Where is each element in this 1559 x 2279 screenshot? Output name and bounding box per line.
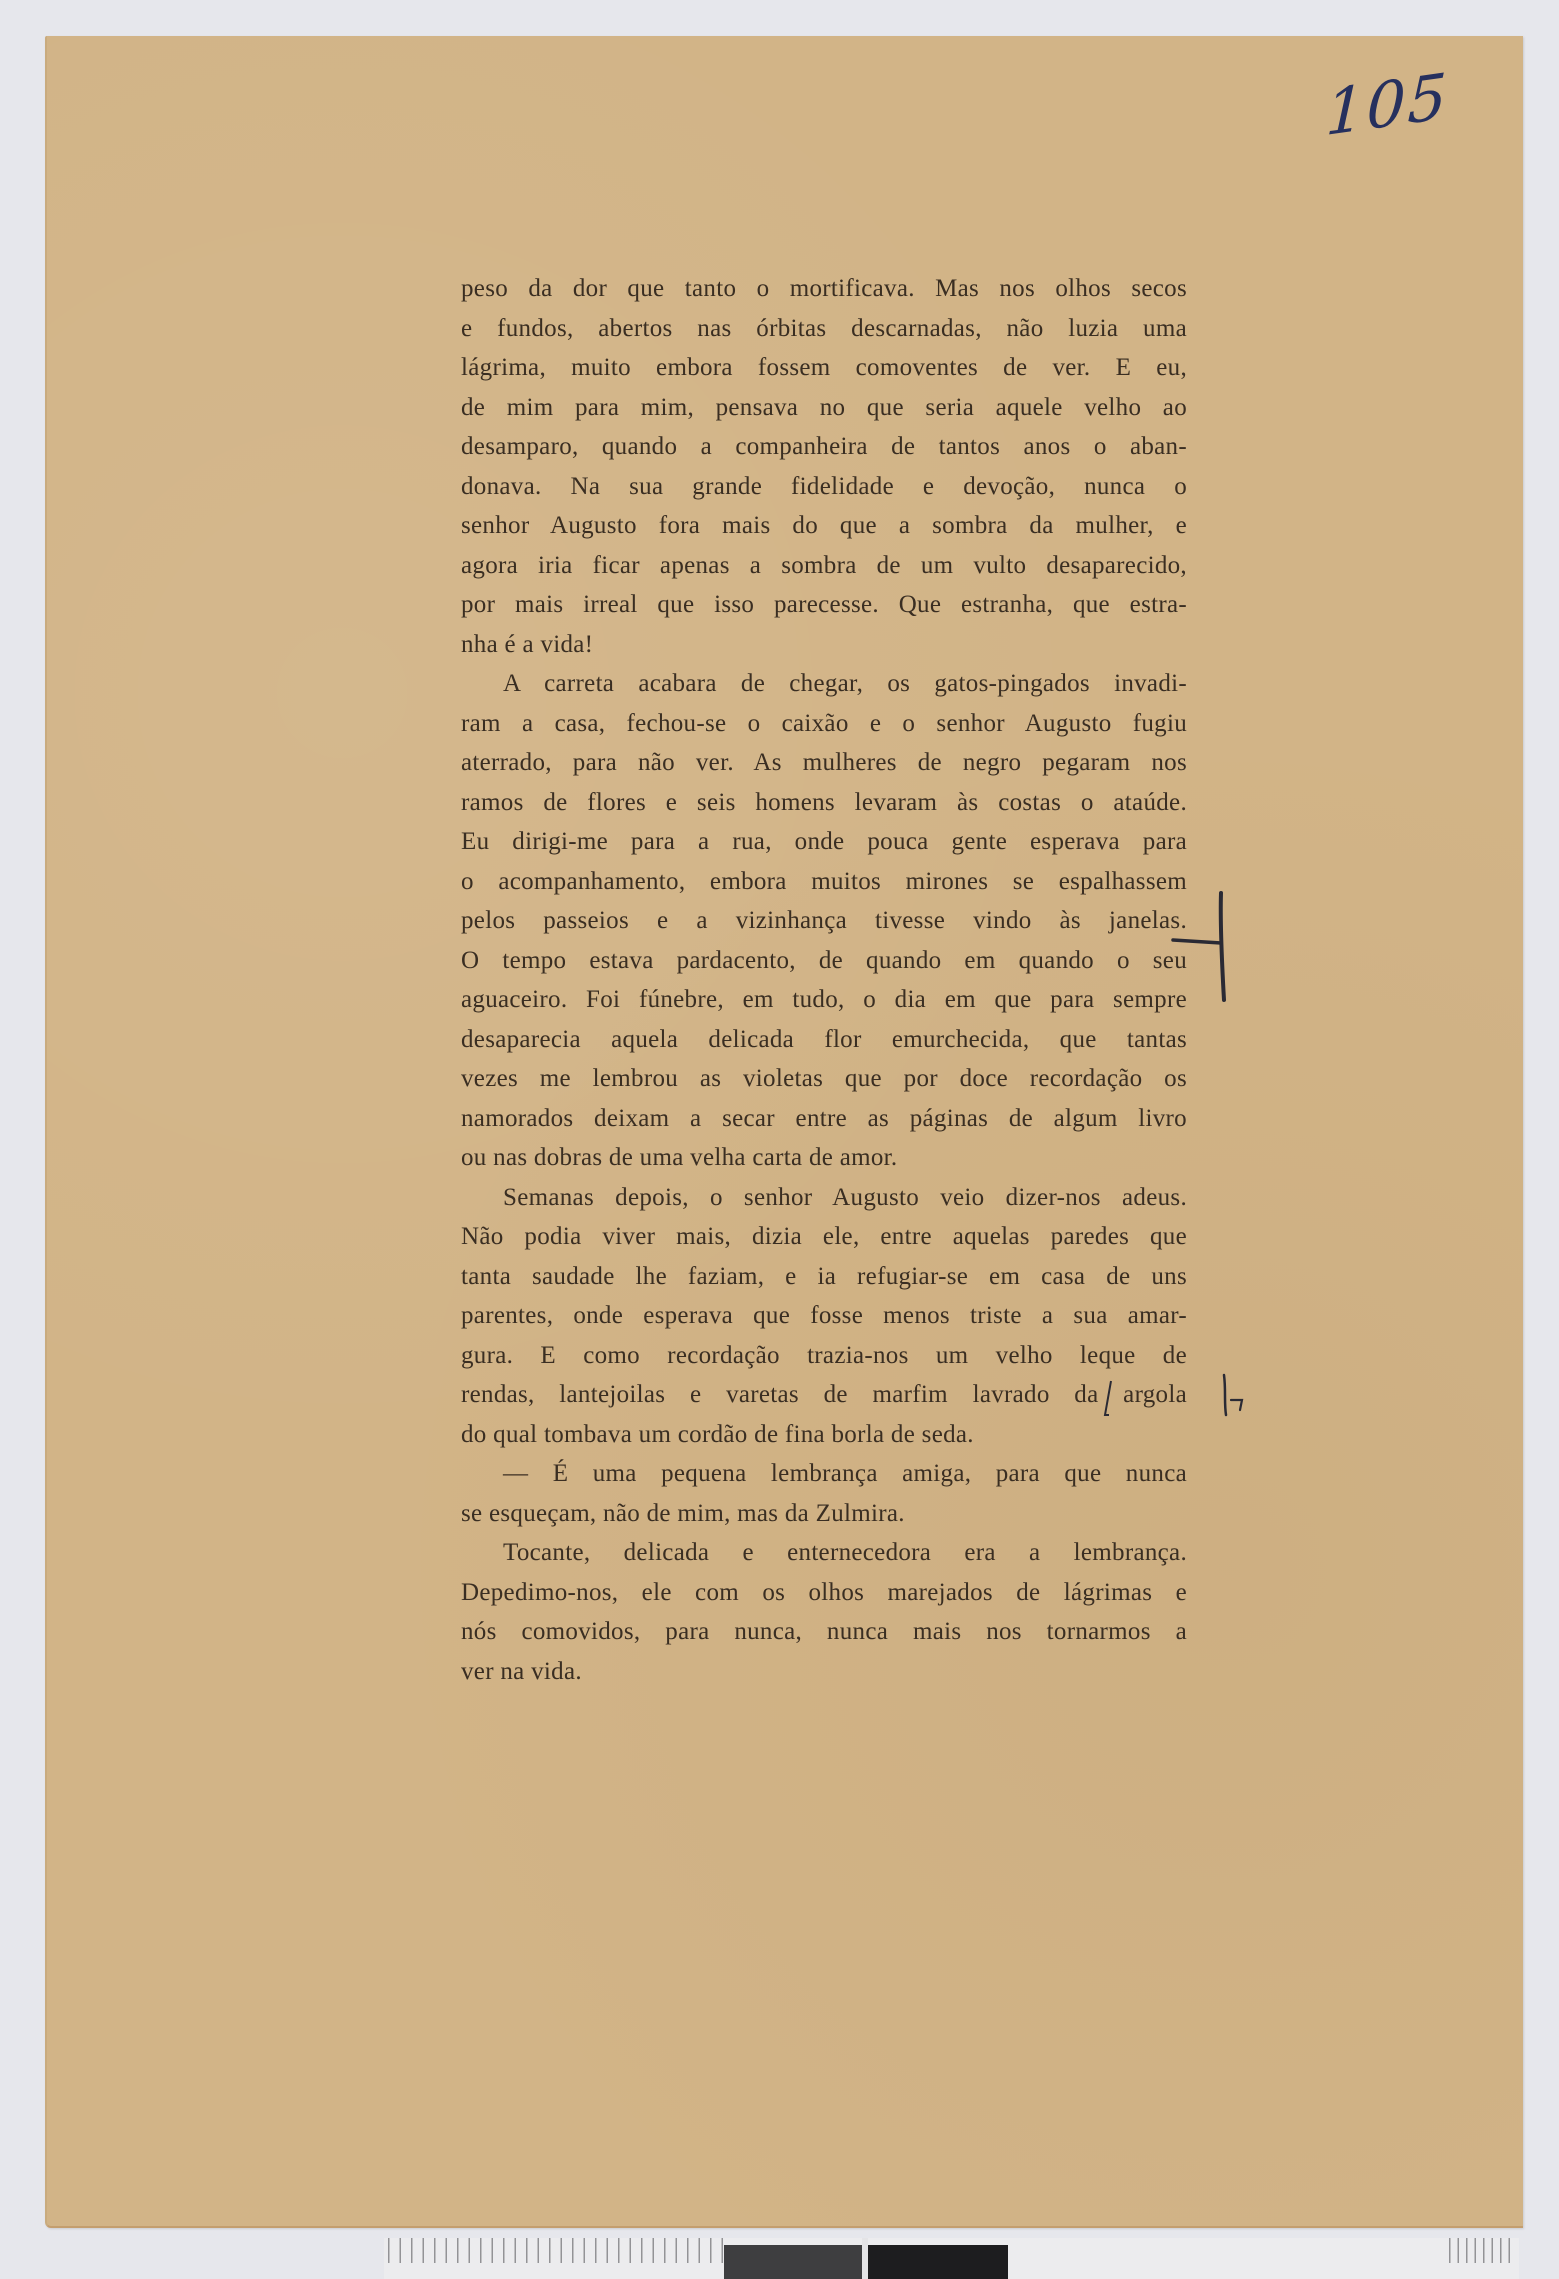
text-line: A carreta acabara de chegar, os gatos-pingados invadi- bbox=[503, 670, 1187, 697]
text-line: senhor Augusto fora mais do que a sombra da mulher, e bbox=[461, 512, 1187, 539]
margin-bracket-mark-icon bbox=[1163, 885, 1263, 1005]
text-line: de mim para mim, pensava no que seria aquele velho ao bbox=[461, 393, 1187, 421]
color-swatch-black bbox=[868, 2245, 1008, 2279]
text-line: ver na vida. bbox=[461, 1657, 582, 1685]
text-line: lágrima, muito embora fossem comoventes de ver. E eu, bbox=[461, 354, 1187, 381]
text-line: agora iria ficar apenas a sombra de um vulto desaparecido, bbox=[461, 551, 1187, 579]
text-line: nós comovidos, para nunca, nunca mais nos tornarmos a bbox=[461, 1618, 1187, 1645]
text-line: Eu dirigi-me para a rua, onde pouca gente esperava para bbox=[461, 828, 1187, 855]
text-line: nha é a vida! bbox=[461, 630, 594, 658]
text-line: Depedimo-nos, ele com os olhos marejados de lágrimas e bbox=[461, 1578, 1187, 1606]
text-line: desaparecia aquela delicada flor emurchecida, que tantas bbox=[461, 1025, 1187, 1053]
text-line: o acompanhamento, embora muitos mirones se espalhassem bbox=[461, 867, 1187, 895]
color-swatch-gray bbox=[724, 2245, 862, 2279]
text-line: parentes, onde esperava que fosse menos triste a sua amar- bbox=[461, 1302, 1187, 1329]
ruler-ticks-left bbox=[388, 2238, 723, 2263]
text-line: aguaceiro. Foi fúnebre, em tudo, o dia em que para sempre bbox=[461, 986, 1187, 1013]
scale-ruler bbox=[384, 2238, 1519, 2279]
text-line: por mais irreal que isso parecesse. Que estranha, que estra- bbox=[461, 591, 1187, 618]
text-line: se esqueçam, não de mim, mas da Zulmira. bbox=[461, 1499, 905, 1527]
margin-slash-mark-icon bbox=[1218, 1370, 1248, 1420]
text-line: gura. E como recordação trazia-nos um velho leque de bbox=[461, 1341, 1187, 1369]
text-line: ou nas dobras de uma velha carta de amor. bbox=[461, 1144, 898, 1171]
ruler-ticks-right bbox=[1449, 2238, 1515, 2263]
text-line: rendas, lantejoilas e varetas de marfim lavrado da argola bbox=[461, 1381, 1187, 1408]
text-line: donava. Na sua grande fidelidade e devoção, nunca o bbox=[461, 472, 1187, 500]
text-line: O tempo estava pardacento, de quando em quando o seu bbox=[461, 946, 1187, 974]
text-line: — É uma pequena lembrança amiga, para que nunca bbox=[503, 1460, 1187, 1487]
text-line: Semanas depois, o senhor Augusto veio dizer-nos adeus. bbox=[503, 1183, 1187, 1211]
text-line: Tocante, delicada e enternecedora era a lembrança. bbox=[503, 1539, 1187, 1566]
text-line: e fundos, abertos nas órbitas descarnadas, não luzia uma bbox=[461, 314, 1187, 342]
text-line: Não podia viver mais, dizia ele, entre aquelas paredes que bbox=[461, 1223, 1187, 1250]
body-text bbox=[461, 269, 1187, 1691]
text-line: desamparo, quando a companheira de tantos anos o aban- bbox=[461, 433, 1187, 460]
text-line: pelos passeios e a vizinhança tivesse vindo às janelas. bbox=[461, 907, 1187, 934]
text-line: aterrado, para não ver. As mulheres de negro pegaram nos bbox=[461, 749, 1187, 776]
text-line: do qual tombava um cordão de fina borla de seda. bbox=[461, 1420, 974, 1448]
text-line: ramos de flores e seis homens levaram às costas o ataúde. bbox=[461, 788, 1187, 816]
text-line: vezes me lembrou as violetas que por doce recordação os bbox=[461, 1065, 1187, 1092]
text-line: ram a casa, fechou-se o caixão e o senhor Augusto fugiu bbox=[461, 709, 1187, 737]
inline-insert-mark-icon bbox=[1100, 1379, 1114, 1419]
handwritten-page-number: 105 bbox=[1324, 58, 1451, 151]
text-line: peso da dor que tanto o mortificava. Mas nos olhos secos bbox=[461, 275, 1187, 302]
text-line: namorados deixam a secar entre as páginas de algum livro bbox=[461, 1104, 1187, 1132]
text-line: tanta saudade lhe faziam, e ia refugiar-se em casa de uns bbox=[461, 1262, 1187, 1290]
